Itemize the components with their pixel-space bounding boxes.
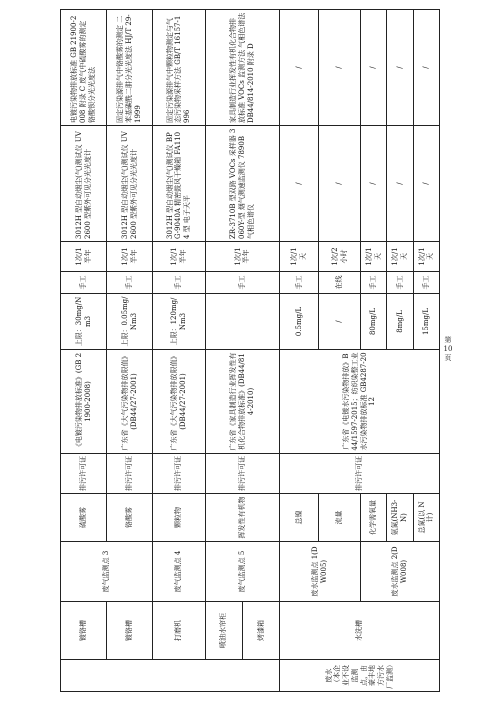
monitoring-table (60, 9, 440, 692)
cell-pollutant: 铬酸雾 (107, 494, 153, 542)
cell-point: 废气监测点 4 (153, 542, 206, 602)
cell-analysis-method: 电镀污染物排放标准 GB 21900-2008 附录 C 废气中硫酸雾的测定 铬酸钡分光光度法 (61, 10, 107, 126)
cell-frequency: 1次/1天 (413, 242, 439, 272)
cell-basis: 排污许可证 (153, 454, 206, 494)
cell-source: 镀铬槽 (107, 602, 153, 660)
cell-method: 在线 (319, 272, 361, 294)
cell-pollutant: 流量 (319, 494, 361, 542)
cell-category: 废水（本企业不设监测点，由豪丰地方污水厂监测） (280, 660, 440, 692)
cell-analysis-method: / (387, 10, 413, 126)
cell-standard: 广东省《电镀水污染物排放》B44/1597-2015；纺织染整工业水污染物排放标准 GB4287-2012 (280, 350, 440, 454)
cell-standard: 广东省《大气污染物排放限值》(DB44/27-2001) (153, 350, 206, 454)
cell-frequency: 1次/1半年 (153, 242, 206, 272)
cell-frequency: 1次/1半年 (107, 242, 153, 272)
cell-method: 手工 (107, 272, 153, 294)
cell-instrument: / (319, 126, 361, 242)
cell-frequency: 1次/1半年 (205, 242, 279, 272)
cell-instrument: 3012H 型自动烟尘(气)测试仪 BPG-9040A 精密鼓风干燥箱 FA1104 型 电子天平 (153, 126, 206, 242)
cell-analysis-method: 固定污染源排气中铬酸雾的测定 二苯基碳酰二肼分光光度法 HJ/T 29-1999 (107, 10, 153, 126)
cell-limit: 上限：0.05mg/Nm3 (107, 294, 153, 350)
cell-analysis-method: / (413, 10, 439, 126)
cell-limit: 8mg/L (387, 294, 413, 350)
cell-limit: 上限：30mg/Nm3 (61, 294, 107, 350)
cell-source: 烤漆箱 (242, 602, 279, 660)
cell-frequency: 1次/1半年 (61, 242, 107, 272)
cell-pollutant: 化学需氧量 (361, 494, 387, 542)
cell-limit: 上限：120mg/Nm3 (153, 294, 206, 350)
cell-limit: 0.5mg/L (280, 294, 319, 350)
cell-frequency: 1次/2小时 (319, 242, 361, 272)
cell-pollutant: 颗粒物 (153, 494, 206, 542)
cell-limit: / (319, 294, 361, 350)
table-row (205, 10, 242, 692)
cell-pollutant: 硫酸雾 (61, 494, 107, 542)
cell-method: 手工 (61, 272, 107, 294)
cell-pollutant: 氨氮(NH3-N) (387, 494, 413, 542)
cell-analysis-method: 家具制造行业挥发性有机化合物排放标准 VOCs 监测方法 气相色谱法 DB44/814-2010 附录 D (205, 10, 279, 126)
cell-method: 手工 (153, 272, 206, 294)
cell-basis: 排污许可证 (107, 454, 153, 494)
cell-category (61, 660, 280, 692)
cell-analysis-method: / (280, 10, 319, 126)
cell-instrument: 3012H 型自动烟尘(气)测试仪 UV2600 型紫外可见分光光度计 (107, 126, 153, 242)
cell-pollutant: 总镍 (280, 494, 319, 542)
table-row (280, 10, 319, 692)
cell-standard: 广东省《大气污染物排放限值》(DB44/27-2001) (107, 350, 153, 454)
table-row (153, 10, 206, 692)
cell-limit: 15mg/L (413, 294, 439, 350)
cell-instrument: / (280, 126, 319, 242)
cell-standard: 《电镀污染物排放标准》(GB 21900-2008) (61, 350, 107, 454)
cell-pollutant: 挥发性有机物 (205, 494, 279, 542)
cell-instrument: / (387, 126, 413, 242)
cell-source: 打磨机 (153, 602, 206, 660)
cell-instrument: 3012H 型自动烟尘(气)测试仪 UV2600 型紫外可见分光光度计 (61, 126, 107, 242)
cell-frequency: 1次/1天 (280, 242, 319, 272)
cell-instrument: / (361, 126, 387, 242)
cell-method: 手工 (413, 272, 439, 294)
cell-standard: 广东省《家具制造行业挥发性有机化合物排放标准》(DB44/814-2010) (205, 350, 279, 454)
rotated-monitoring-table (60, 10, 440, 692)
cell-basis: 排污许可证 (280, 454, 440, 494)
cell-method: 手工 (387, 272, 413, 294)
cell-limit: 80mg/L (361, 294, 387, 350)
cell-point: 废气监测点 3 (61, 542, 153, 602)
page-number: 第 10 页 (443, 336, 453, 363)
cell-analysis-method: 固定污染源排气中颗粒物测定与气态污染物采样方法 GB/T 16157-1996 (153, 10, 206, 126)
cell-method: 手工 (280, 272, 319, 294)
cell-point: 废气监测点 5 (205, 542, 279, 602)
cell-analysis-method: / (319, 10, 361, 126)
cell-frequency: 1次/1天 (361, 242, 387, 272)
cell-pollutant: 总氮(以 N 计) (413, 494, 439, 542)
cell-frequency: 1次/1天 (387, 242, 413, 272)
cell-source: 镀铬槽 (61, 602, 107, 660)
cell-basis: 排污许可证 (205, 454, 279, 494)
cell-basis: 排污许可证 (61, 454, 107, 494)
cell-point: 废水监测点 2(DW008) (361, 542, 440, 602)
cell-limit (205, 294, 279, 350)
cell-point: 废水监测点 1(DW005) (280, 542, 361, 602)
cell-instrument: / (413, 126, 439, 242)
cell-source: 喷油水帘柜 (205, 602, 242, 660)
cell-method: 手工 (205, 272, 279, 294)
cell-instrument: ZR-3710B 型双路 VOCs 采样器 3060Y-型 烟气测速监测仪 7890B 气相色谱仪 (205, 126, 279, 242)
cell-source: 水洗槽 (280, 602, 440, 660)
cell-analysis-method: / (361, 10, 387, 126)
table-row (61, 10, 107, 692)
cell-method: 手工 (361, 272, 387, 294)
